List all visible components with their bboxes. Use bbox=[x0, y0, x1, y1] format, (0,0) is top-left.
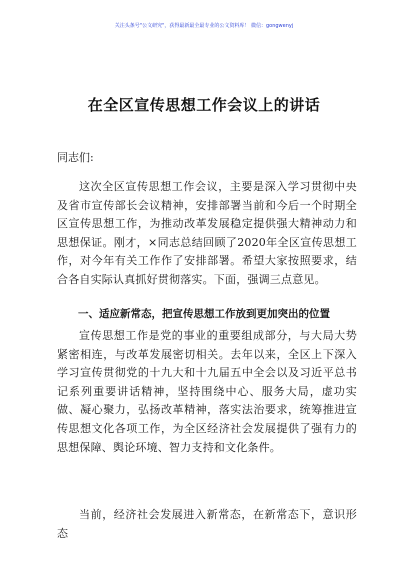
promo-banner: 关注头条号"公文研究"，获得最新最全最专业的公文资料库！ 微信：gongwenyj bbox=[114, 23, 294, 29]
paragraph-continued: 当前，经济社会发展进入新常态，在新常态下，意识形态 bbox=[57, 508, 357, 540]
paragraph-section-1: 宣传思想工作是党的事业的重要组成部分，与大局大势紧密相连，与改革发展密切相关。去年以来，全区上下深入学习宣传贯彻党的十九大和十九届五中全会以及习近平总书记系列重要讲话精神，坚持围绕中心、服务大局，虚功实做、凝心聚力，弘扬改革精神，落实法治要求，统筹推进宣传思想文化各项工作，为全区经济社会发展提供了强有力的思想保障、舆论环境、智力支持和文化条件。 bbox=[57, 329, 357, 454]
section-heading-1: 一、适应新常态，把宣传思想工作放到更加突出的位置 bbox=[78, 308, 330, 320]
document-title: 在全区宣传思想工作会议上的讲话 bbox=[87, 96, 321, 114]
salutation: 同志们: bbox=[57, 151, 94, 164]
paragraph-intro: 这次全区宣传思想工作会议，主要是深入学习贯彻中央及省市宣传部长会议精神，安排部署当前和今后一个时期全区宣传思想工作，为推动改革发展稳定提供强大精神动力和思想保证。刚才，×同志总结回顾了2020年全区宣传思想工作，对今年有关工作作了安排部署。希望大家按照要求，结合各自实际认真抓好贯彻落实。下面，强调三点意见。 bbox=[57, 180, 357, 286]
